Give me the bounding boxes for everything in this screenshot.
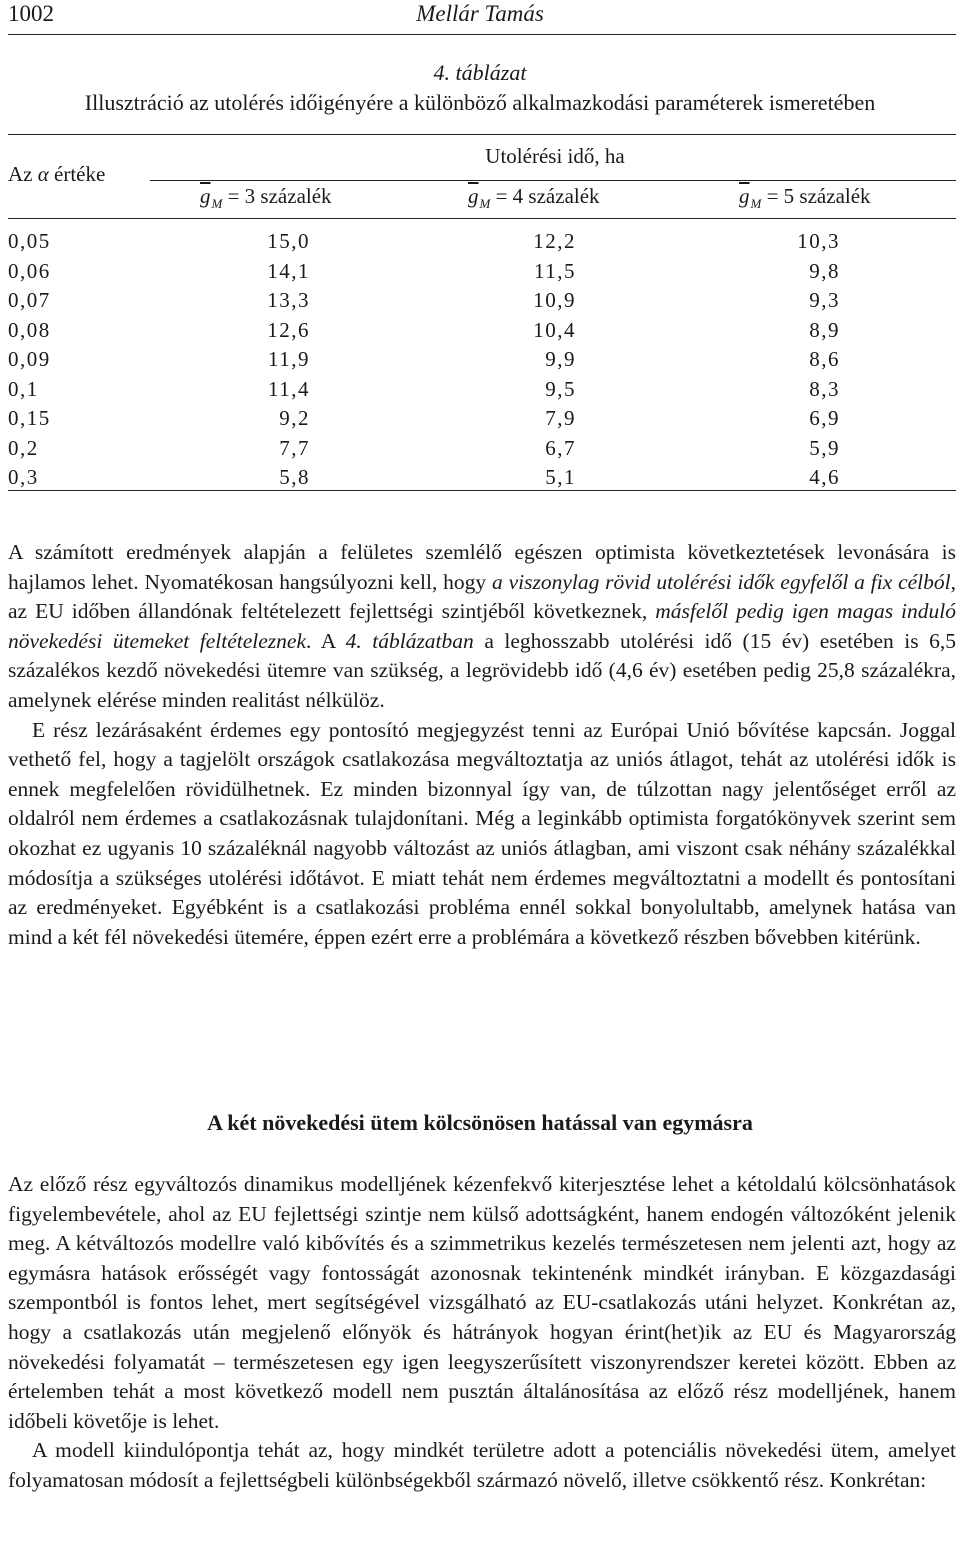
table-body <box>0 229 960 495</box>
table-row: 0,15 9,2 7,9 6,9 <box>8 406 840 430</box>
table-row: 0,07 13,3 10,9 9,3 <box>8 288 840 312</box>
table-row: 0,05 15,0 12,2 10,3 <box>8 229 840 253</box>
header-rule <box>8 34 956 35</box>
table-bottom-rule <box>8 490 956 491</box>
table-row: 0,06 14,1 11,5 9,8 <box>8 258 840 283</box>
body-text-section-1 <box>8 538 956 952</box>
alpha-column-header <box>8 162 105 187</box>
paragraph-4: A modell kiindulópontja tehát az, hogy mindkét területre adott a potenciális növekedési ütem, amelyet folyamatosan módosít a fejlettségbeli különbségekből származó növelő, illetve csökkentő rész. Konkrétan: <box>8 1438 956 1492</box>
paragraph-2: E rész lezárásaként érdemes egy pontosító megjegyzést tenni az Európai Unió bővítése kapcsán. Joggal vethető fel, hogy a tagjelölt országok csatlakozása megváltoztatja az uniós átlagot, tehát az utolérési idők is ennek megfelelően rövidülhetnek. Ez minden bizonnyal így van, de túlzottan nagy jelentőséget erről az oldalról nem érdemes a csatlakozásnak tulajdonítani. Még a leginkább optimista forgatókönyvek szerint sem okozhat ez ugyanis 10 százaléknál nagyobb változást az uniós átlagban, ami viszont csak néhány százalékkal módosítja a szükséges utolérési időtávot. E miatt tehát nem érdemes megváltoztatni a modellt és pontosítani az eredményeket. Egyébként is a csatlakozási probléma ennél sokkal bonyolultabb, amelynek hatása van mind a két fél növekedési ütemére, éppen ezért erre a problémára a következő részben bővebben kitérünk. <box>8 717 956 949</box>
table-row: 0,1 11,4 9,5 8,3 <box>8 376 840 401</box>
table-row: 0,2 7,7 6,7 5,9 <box>8 435 840 460</box>
alpha-head-prefix: Az <box>8 162 33 186</box>
table-number: 4. táblázat <box>433 60 527 85</box>
table-title: Illusztráció az utolérés időigényére a különböző alkalmazkodási paraméterek ismeretében <box>84 90 876 115</box>
column-header-5-percent: $\overline{g}_M = 5$ százalék <box>739 184 871 211</box>
table-header-rule <box>8 218 956 219</box>
group-header-rule <box>150 180 956 181</box>
table-row: 0,09 11,9 9,9 8,6 <box>8 347 840 371</box>
paragraph-1: A számított eredmények alapján a felületes szemlélő egészen optimista következtetések levonására is hajlamos lehet. Nyomatékosan hangsúlyozni kell, hogy a viszonylag rövid utolérési idők egyfelől a fix célból, az EU időben állandónak feltételezett fejlettségi szintjéből következnek, másfelől pedig igen magas induló növekedési ütemeket feltételeznek. A 4. táblázatban a leghosszabb utolérési idő (15 év) esetében is 6,5 százalékos kezdő növekedési ütemre van szükség, a legrövidebb idő (4,6 év) esetében pedig 25,8 százalékra, amelynek elérése minden realitást nélkülöz. <box>8 540 957 712</box>
running-head-author: Mellár Tamás <box>416 1 544 26</box>
column-header-4-percent: $\overline{g}_M = 4$ százalék <box>468 184 600 211</box>
column-header-3-percent: $\overline{g}_M = 3$ százalék <box>200 184 332 211</box>
body-text-section-2 <box>8 1170 956 1496</box>
page-header <box>8 0 952 30</box>
table-row: 0,08 12,6 10,4 8,9 <box>8 317 840 342</box>
table-top-rule <box>8 134 956 135</box>
alpha-symbol: α <box>37 162 49 186</box>
section-title: A két növekedési ütem kölcsönösen hatással van egymásra <box>207 1110 753 1135</box>
page-number: 1002 <box>8 1 54 26</box>
catchup-time-group-header: Utolérési idő, ha <box>485 144 625 168</box>
table-row: 0,3 5,8 5,1 4,6 <box>8 465 840 489</box>
paragraph-3: Az előző rész egyváltozós dinamikus modelljének kézenfekvő kiterjesztése lehet a kétoldalú kölcsönhatások figyelembevétele, ahol az EU fejlettségi szintje nem külső adottságként, hanem endogén változóként jelenik meg. A kétváltozós modellre való kibővítés és a szimmetrikus kezelés természetesen nem jelenti azt, hogy az egymásra hatások erősségét vagy fontosságát azonosnak tekintenénk mindkét irányban. E közgazdasági szempontból is fontos lehet, mert segítségével vizsgálható az EU-csatlakozás utáni helyzet. Konkrétan az, hogy a csatlakozás után megjelenő előnyök és hátrányok hogyan érint(het)ik az EU és Magyarország növekedési folyamatát – természetesen egy igen leegyszerűsített viszonyrendszer keretei között. Ebben az értelemben tehát a most következő modell nem pusztán általánosítása az előző rész modelljének, hanem időbeli követője is lehet. <box>8 1172 956 1433</box>
alpha-head-suffix: értéke <box>54 162 106 186</box>
